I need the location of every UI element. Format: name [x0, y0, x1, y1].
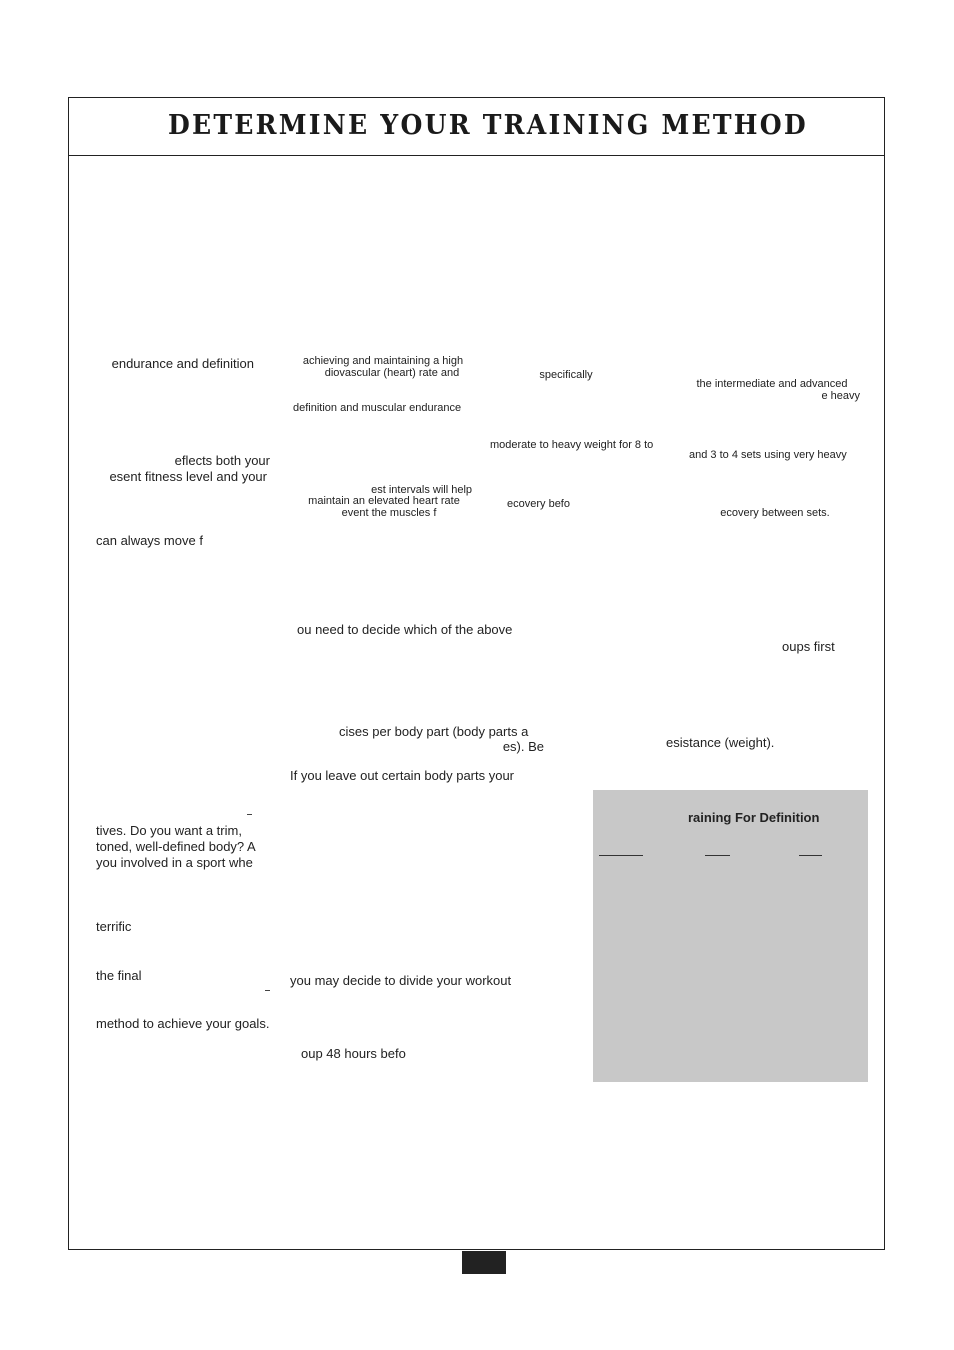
col2-line-cardio: diovascular (heart) rate and — [324, 367, 460, 379]
col3-line-specifically: specifically — [539, 369, 593, 381]
body-line-es: es). Be — [502, 739, 544, 754]
hyphen-mark — [265, 990, 270, 991]
col1-line-final: the final — [96, 968, 142, 983]
col2-line-achieving: achieving and maintaining a high — [302, 355, 464, 367]
panel-title: raining For Definition — [688, 810, 820, 825]
body-line-resistance: esistance (weight). — [666, 735, 775, 750]
col3-line-recovery: ecovery befo — [507, 498, 570, 510]
table-header-rule — [799, 855, 822, 856]
col1-line-present: esent fitness level and your — [109, 469, 267, 484]
body-line-hours: oup 48 hours befo — [301, 1046, 406, 1061]
col4-line-recovery-sets: ecovery between sets. — [720, 507, 830, 519]
col1-line-endurance: endurance and definition — [111, 356, 254, 371]
body-line-decide: ou need to decide which of the above — [297, 622, 513, 637]
col1-line-tives: tives. Do you want a trim, — [96, 823, 242, 838]
col1-line-move: can always move f — [96, 533, 203, 548]
hyphen-mark — [247, 814, 252, 815]
page-title: DETERMINE YOUR TRAINING METHOD — [168, 110, 808, 141]
col1-line-involved: you involved in a sport whe — [96, 855, 253, 870]
col2-line-maintain: maintain an elevated heart rate — [308, 495, 460, 507]
page-number-tab — [462, 1251, 506, 1274]
table-header-rule — [705, 855, 730, 856]
col1-line-terrific: terrific — [96, 919, 132, 934]
col1-line-toned: toned, well-defined body? A — [96, 839, 256, 854]
col4-line-sets: and 3 to 4 sets using very heavy — [689, 449, 847, 461]
definition-panel — [593, 790, 868, 1082]
title-bar — [69, 98, 884, 156]
body-line-groups: oups first — [782, 639, 835, 654]
col2-line-prevent: event the muscles f — [341, 507, 437, 519]
table-header-rule — [599, 855, 643, 856]
body-line-divide: you may decide to divide your workout — [290, 973, 512, 988]
col3-line-moderate: moderate to heavy weight for 8 to — [490, 439, 654, 451]
col2-line-intervals: est intervals will help — [371, 484, 472, 496]
body-line-exercises: cises per body part (body parts a — [339, 724, 529, 739]
col2-line-definition: definition and muscular endurance — [293, 402, 462, 414]
col1-line-reflects: eflects both your — [174, 453, 270, 468]
col4-line-heavy: e heavy — [821, 390, 860, 402]
col4-line-intermediate: the intermediate and advanced — [696, 378, 848, 390]
body-line-leave: If you leave out certain body parts your — [290, 768, 515, 783]
col1-line-method: method to achieve your goals. — [96, 1016, 270, 1031]
